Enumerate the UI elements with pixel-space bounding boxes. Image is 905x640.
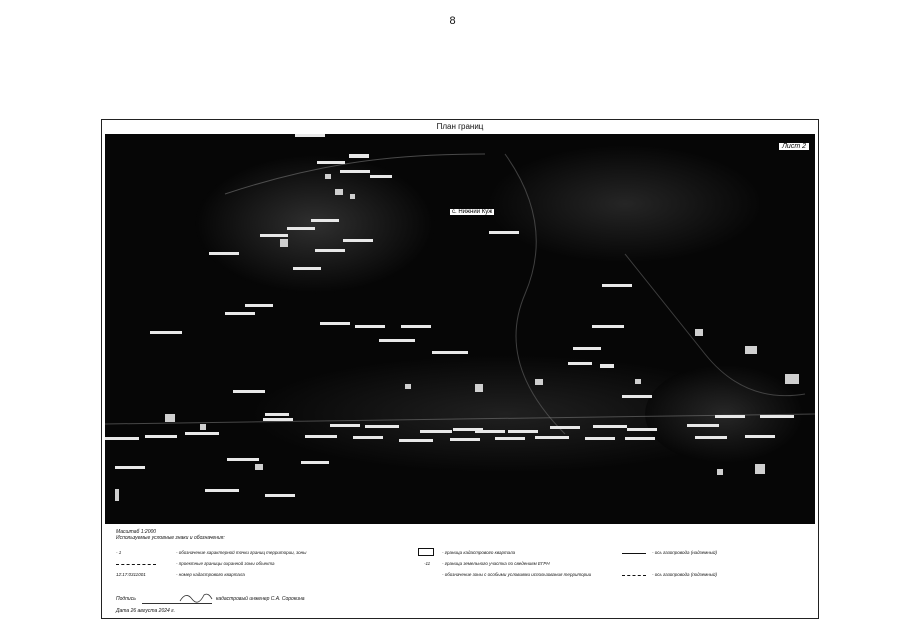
signature-label: Подпись (116, 596, 136, 602)
legend (102, 545, 818, 595)
village-label: с. Нижний Куж (452, 209, 493, 215)
legend-symbol (418, 548, 434, 556)
boundary-plan-frame (101, 119, 819, 619)
legend-label: - проектные границы охранной зоны объекта (176, 561, 275, 566)
legend-label: - граница земельного участка по сведениям ЕГРН (442, 561, 550, 566)
engineer-name: кадастровый инженер С.А. Сорокина (216, 596, 305, 602)
legend-symbol (116, 564, 156, 565)
legend-label: - ось газопровода (надземный) (652, 550, 718, 555)
legend-label: - ось газопровода (подземный) (652, 572, 718, 577)
plan-title: План границ (436, 122, 484, 131)
legend-label: - граница кадастрового квартала (442, 550, 516, 555)
map-overlay (105, 134, 815, 524)
legend-symbol (622, 575, 646, 576)
legend-heading: Используемые условные знаки и обозначения: (116, 535, 225, 541)
handwritten-signature-icon (178, 590, 214, 604)
sheet-label: Лист 2 (779, 143, 809, 150)
legend-key: - 1 (116, 550, 122, 555)
page-number: 8 (449, 15, 456, 27)
legend-label: - номер кадастрового квартала (176, 572, 245, 577)
legend-label: - обозначение зоны с особыми условиями использования территории (442, 572, 592, 577)
legend-key: -11 (424, 561, 431, 566)
signature-date: Дата 26 августа 2024 г. (116, 608, 176, 614)
legend-symbol (622, 553, 646, 554)
scale-block (116, 529, 225, 541)
legend-key: 12:17:0311001 (116, 572, 146, 577)
satellite-map (105, 134, 815, 524)
scale-text: Масштаб 1:2000 (116, 529, 157, 535)
legend-label: - обозначение характерной точки границ территории, зоны (176, 550, 307, 555)
